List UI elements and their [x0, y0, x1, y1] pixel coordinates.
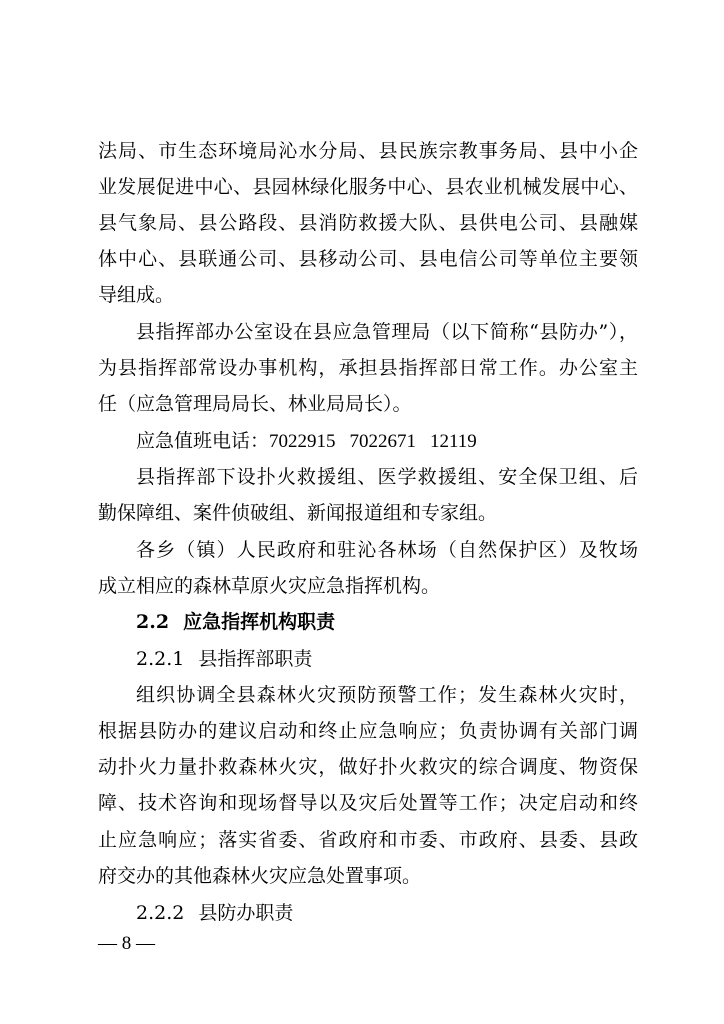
section-title: 应急指挥机构职责 [183, 611, 336, 633]
paragraph-line: 成立相应的森林草原火灾应急指挥机构。 [98, 575, 441, 597]
paragraph-line: 县指挥部下设扑火救援组、医学救援组、安全保卫组、后 [136, 466, 638, 488]
paragraph-line: 为县指挥部常设办事机构，承担县指挥部日常工作。办公室主 [98, 357, 638, 379]
emergency-phone-line [136, 429, 638, 454]
section-title: 县防办职责 [198, 902, 294, 924]
section-heading-2-2 [136, 610, 638, 634]
paragraph-line: 府交办的其他森林火灾应急处置事项。 [98, 865, 422, 887]
subsection-heading-2-2-1 [136, 647, 638, 671]
phone-number: 7022915 [269, 431, 336, 452]
paragraph-line: 县指挥部办公室设在县应急管理局（以下简称“县防办”）， [136, 321, 638, 343]
paragraph-line: 止应急响应；落实省委、省政府和市委、市政府、县委、县政 [98, 829, 638, 851]
section-title: 县指挥部职责 [198, 648, 313, 670]
paragraph-line: 法局、市生态环境局沁水分局、县民族宗教事务局、县中小企 [98, 140, 638, 162]
paragraph-line: 体中心、县联通公司、县移动公司、县电信公司等单位主要领 [98, 248, 638, 270]
paragraph-line: 勤保障组、案件侦破组、新闻报道组和专家组。 [98, 502, 498, 524]
subsection-heading-2-2-2 [136, 901, 638, 925]
paragraph-line: 动扑火力量扑救森林火灾，做好扑火救灾的综合调度、物资保 [98, 756, 638, 778]
paragraph-line: 组织协调全县森林火灾预防预警工作；发生森林火灾时， [136, 684, 638, 706]
paragraph-line: 业发展促进中心、县园林绿化服务中心、县农业机械发展中心、 [98, 176, 638, 198]
phone-number: 12119 [430, 431, 477, 452]
phone-label: 应急值班电话： [136, 430, 270, 452]
paragraph-line: 任（应急管理局局长、林业局局长）。 [98, 393, 412, 415]
section-number: 2.2.2 [136, 902, 185, 924]
page-number: — 8 — [98, 933, 155, 954]
paragraph-line: 县气象局、县公路段、县消防救援大队、县供电公司、县融媒 [98, 212, 638, 234]
section-number: 2.2 [136, 611, 170, 633]
paragraph-line: 各乡（镇）人民政府和驻沁各林场（自然保护区）及牧场 [136, 539, 638, 561]
paragraph-line: 导组成。 [98, 284, 175, 306]
section-number: 2.2.1 [136, 648, 185, 670]
paragraph-line: 根据县防办的建议启动和终止应急响应；负责协调有关部门调 [98, 720, 638, 742]
paragraph-line: 障、技术咨询和现场督导以及灾后处置等工作；决定启动和终 [98, 792, 638, 814]
phone-number: 7022671 [349, 431, 417, 452]
